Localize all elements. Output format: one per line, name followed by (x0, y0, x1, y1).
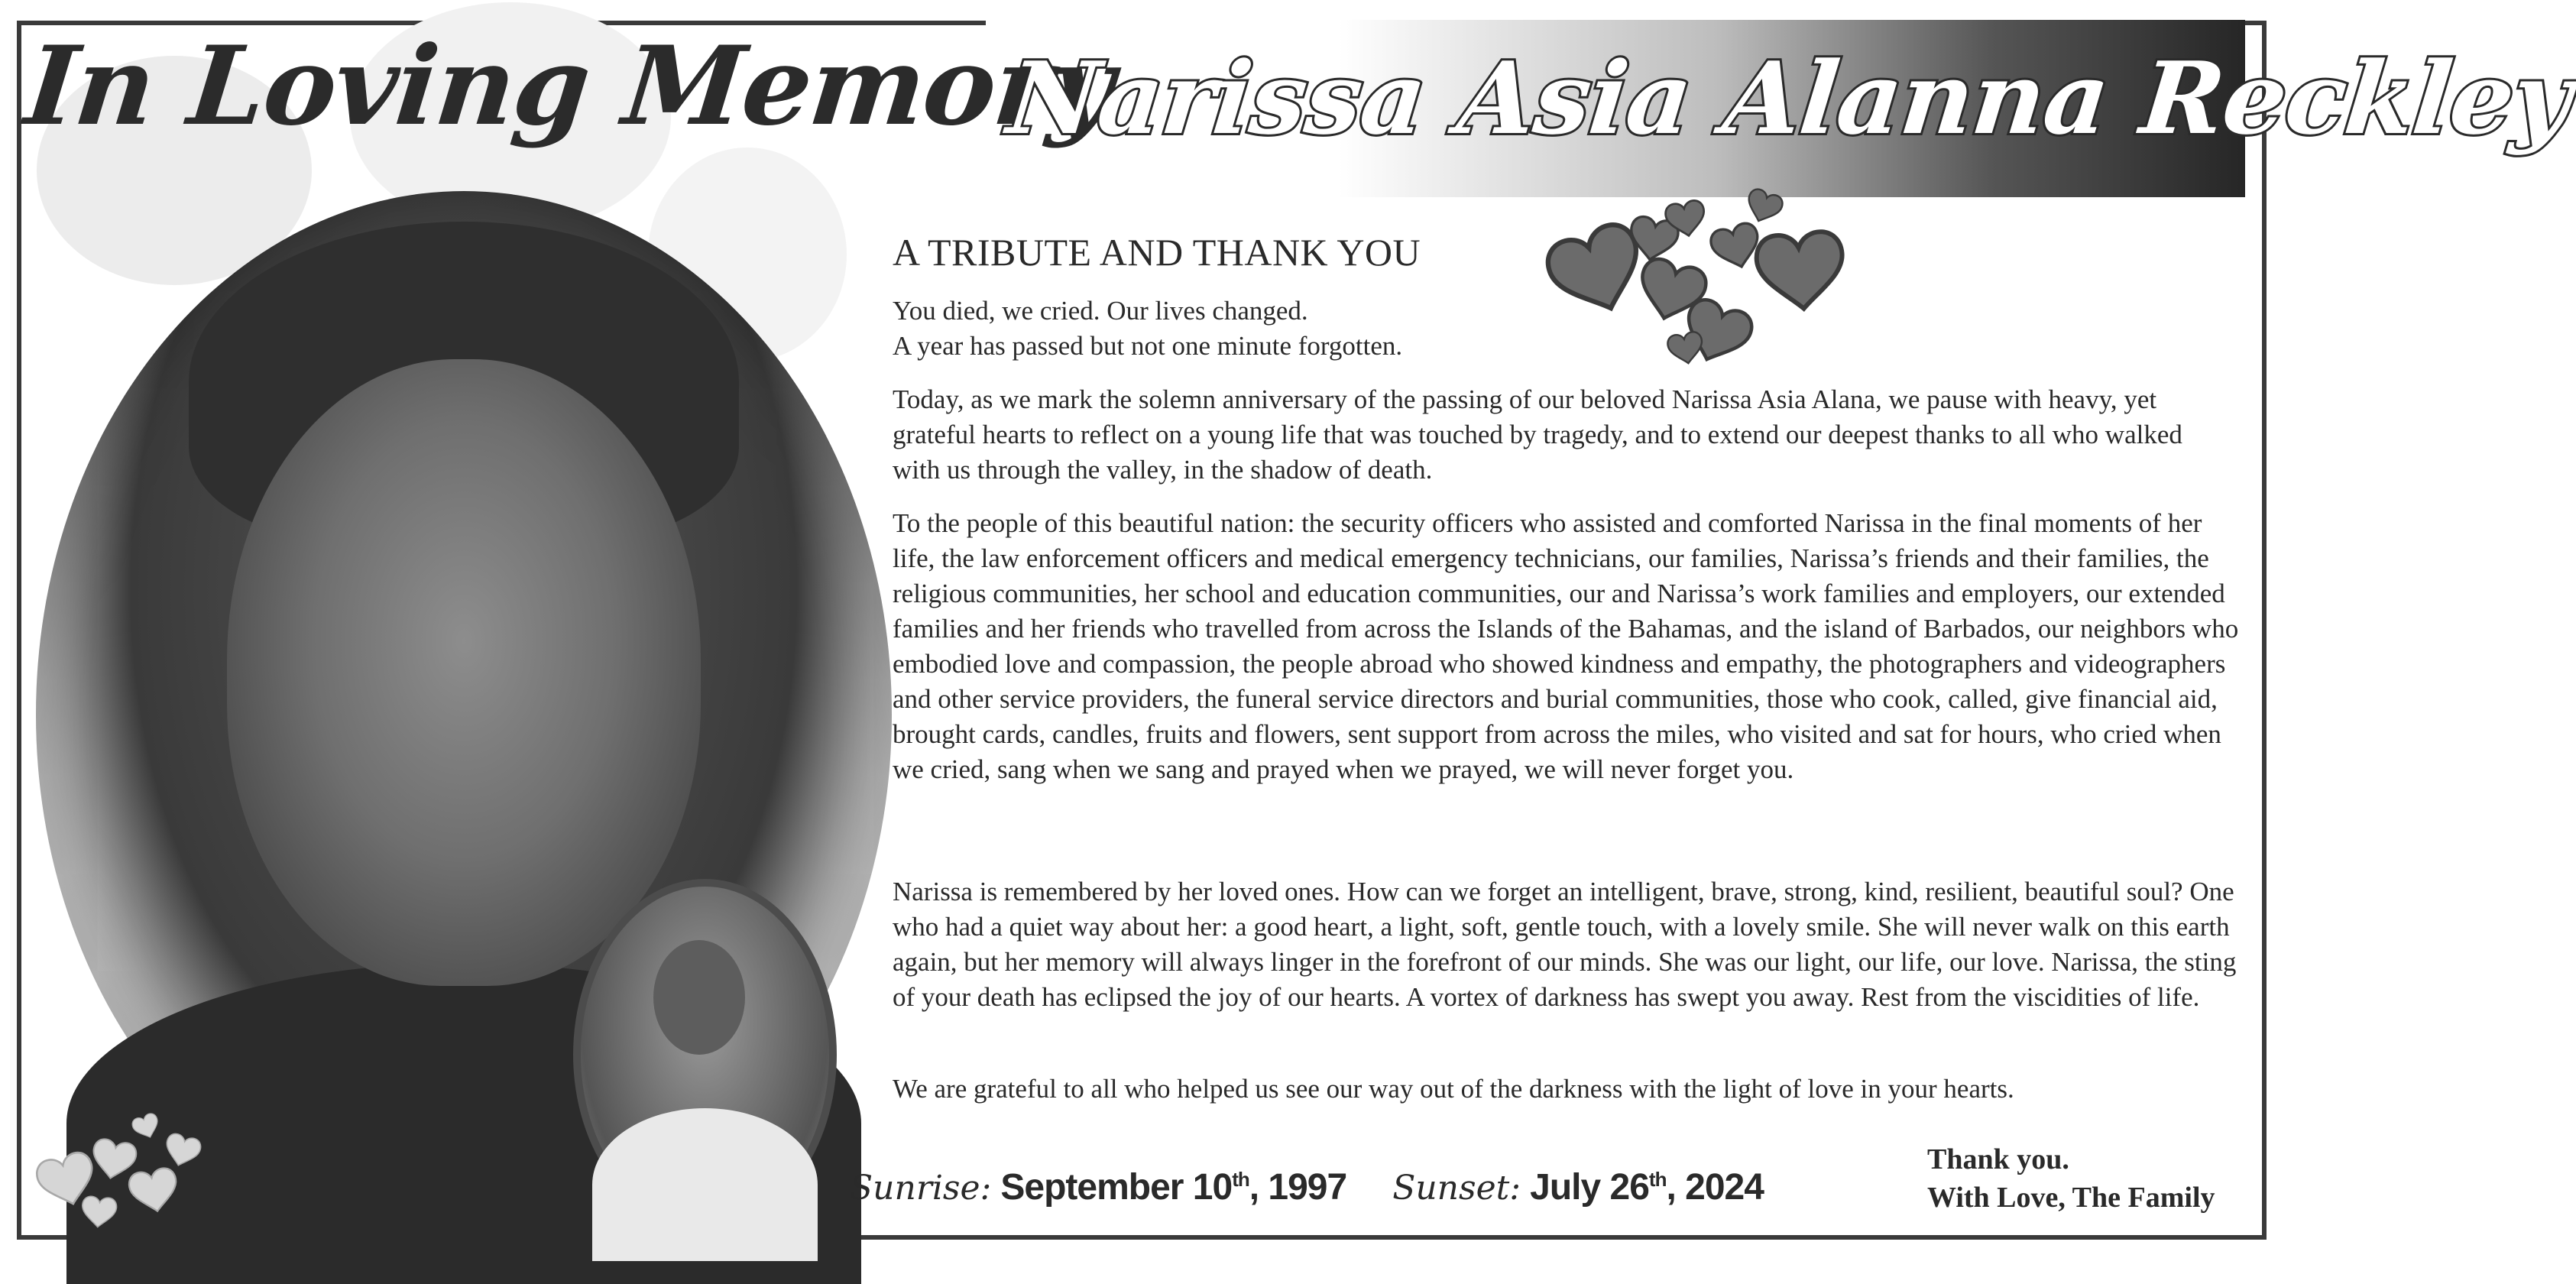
sunset-label: Sunset: (1392, 1169, 1521, 1208)
hearts-cluster-icon (1536, 172, 1857, 374)
signoff-family: With Love, The Family (1927, 1182, 2215, 1214)
inset-portrait-dress (592, 1108, 818, 1261)
inset-portrait-photo (573, 879, 837, 1230)
tribute-paragraph: Today, as we mark the solemn anniversary of the passing of our beloved Narissa Asia Alana, we pause with heavy, yet grateful hearts to reflect on a young life that was touched by tragedy, and to extend our deepest thanks to all who walked with us through the valley, in the shadow of death. (893, 384, 2182, 485)
tribute-paragraph: We are grateful to all who helped us see our way out of the darkness with the light of love in your hearts. (893, 1074, 2014, 1104)
tribute-heading: A TRIBUTE AND THANK YOU (893, 231, 1421, 274)
sunset-date: July 26th, 2024 (1530, 1167, 1764, 1208)
sunrise-date: September 10th, 1997 (1000, 1167, 1347, 1208)
sunrise-label: Sunrise: (850, 1169, 992, 1208)
life-dates (850, 1166, 1764, 1208)
portrait-face (227, 359, 701, 986)
intro-line: A year has passed but not one minute forgotten. (893, 331, 1403, 361)
intro-line: You died, we cried. Our lives changed. (893, 296, 1308, 326)
tribute-paragraph: Narissa is remembered by her loved ones. How can we forget an intelligent, brave, strong, kind, resilient, beautiful soul? One who had a quiet way about her: a good heart, a light, soft, gentle touch, with a lovely smile. She will never walk on this earth again, but her memory will always linger in the forefront of our minds. She was our light, our life, our love. Narissa, the sting of your death has eclipsed the joy of our hearts. A vortex of darkness has swept you away. Rest from the viscidities of life. (893, 877, 2237, 1012)
inset-portrait-face (653, 940, 745, 1055)
signoff-thanks: Thank you. (1927, 1143, 2069, 1175)
deceased-name: Narissa Asia Alanna Reckley (1002, 40, 2576, 157)
signoff (1927, 1140, 2215, 1217)
in-loving-memory-title: In Loving Memory (20, 23, 1119, 150)
tribute-paragraph: To the people of this beautiful nation: the security officers who assisted and comforted Narissa in the final moments of her life, the law enforcement officers and medical emergency technicians, our families, Narissa’s friends and their families, the religious communities, her school and education communities, our and Narissa’s work families and employers, our extended families and her friends who travelled from across the Islands of the Bahamas, and the island of Barbados, our neighbors who embodied love and compassion, the people abroad who showed kindness and empathy, the photographers and videographers and other service providers, the funeral service directors and burial communities, those who cook, called, give financial aid, brought cards, candles, fruits and flowers, sent support from across the miles, who visited and sat for hours, who cried when we cried, sang when we sang and prayed when we prayed, we will never forget you. (893, 508, 2239, 784)
small-hearts-icon (31, 1101, 229, 1230)
